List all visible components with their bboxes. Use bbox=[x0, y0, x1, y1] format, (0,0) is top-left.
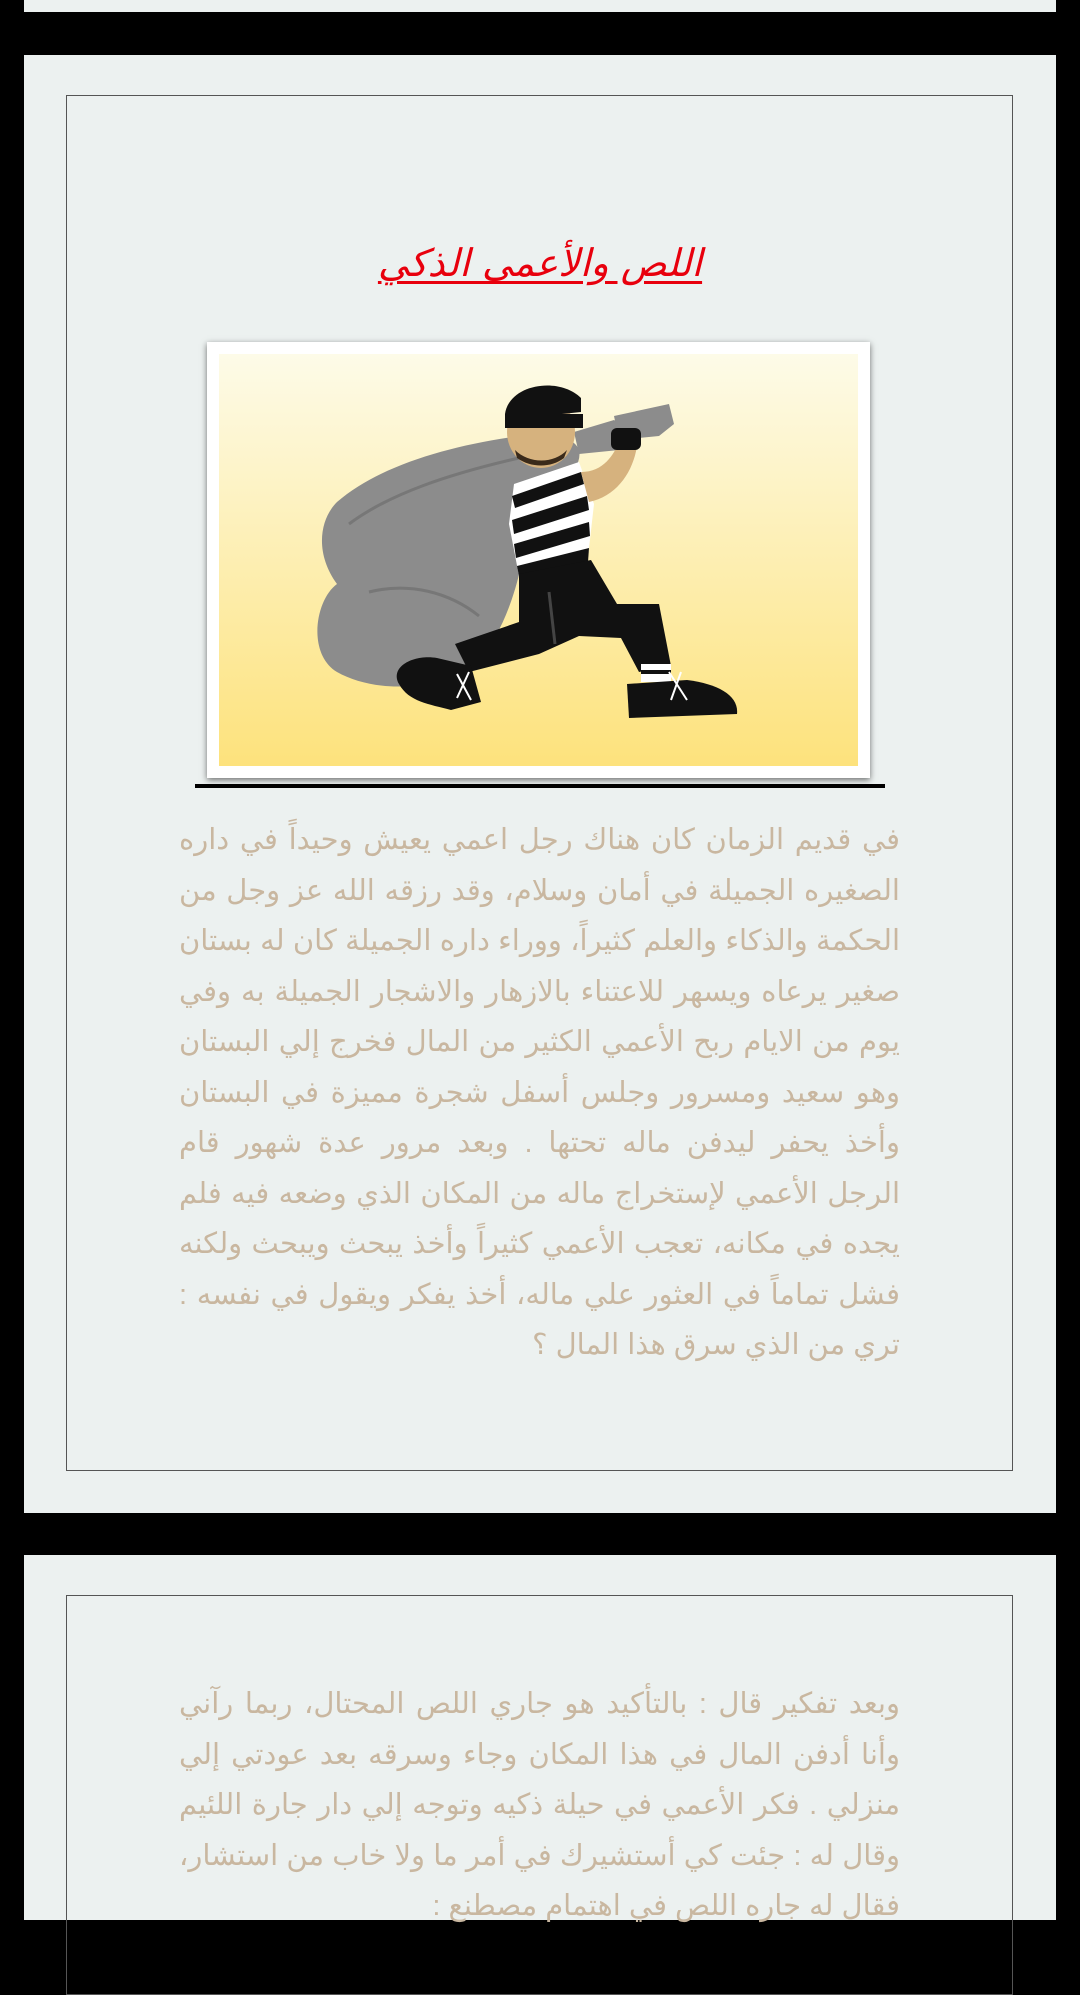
story-paragraph-1: في قديم الزمان كان هناك رجل اعمي يعيش وحيداً في داره الصغيره الجميلة في أمان وسلام، وقد رزقه الله عز وجل من الحكمة والذكاء والعلم كثيراً، ووراء داره الجميلة كان له بستان صغير يرعاه ويسهر للاعتناء بالازهار والاشجار الجميلة به وفي يوم من الايام ربح الأعمي الكثير من المال فخرج إلي البستان وهو سعيد ومسرور وجلس أسفل شجرة مميزة في البستان وأخذ يحفر ليدفن ماله تحتها . وبعد مرور عدة شهور قام الرجل الأعمي لإستخراج ماله من المكان الذي وضعه فيه فلم يجده في مكانه، تعجب الأعمي كثيراً وأخذ يبحث ويبحث ولكنه فشل تماماً في العثور علي ماله، أخذ يفكر ويقول في نفسه : تري من الذي سرق هذا المال ؟ bbox=[179, 824, 900, 1361]
document-page-1 bbox=[24, 55, 1056, 1513]
document-page-2 bbox=[24, 1555, 1056, 1920]
story-title: اللص والأعمى الذكي bbox=[377, 241, 703, 285]
thief-illustration bbox=[207, 342, 870, 778]
previous-page-edge bbox=[24, 0, 1056, 12]
thief-with-sack-icon bbox=[219, 354, 858, 766]
title-divider bbox=[195, 784, 885, 788]
story-paragraph-2: وبعد تفكير قال : بالتأكيد هو جاري اللص المحتال، ربما رآني وأنا أدفن المال في هذا المكان وجاء وسرقه بعد عودتي إلي منزلي . فكر الأعمي في حيلة ذكيه وتوجه إلي دار جارة اللئيم وقال له : جئت كي أستشيرك في أمر ما ولا خاب من استشار، فقال له جاره اللص في اهتمام مصطنع : bbox=[179, 1688, 900, 1922]
